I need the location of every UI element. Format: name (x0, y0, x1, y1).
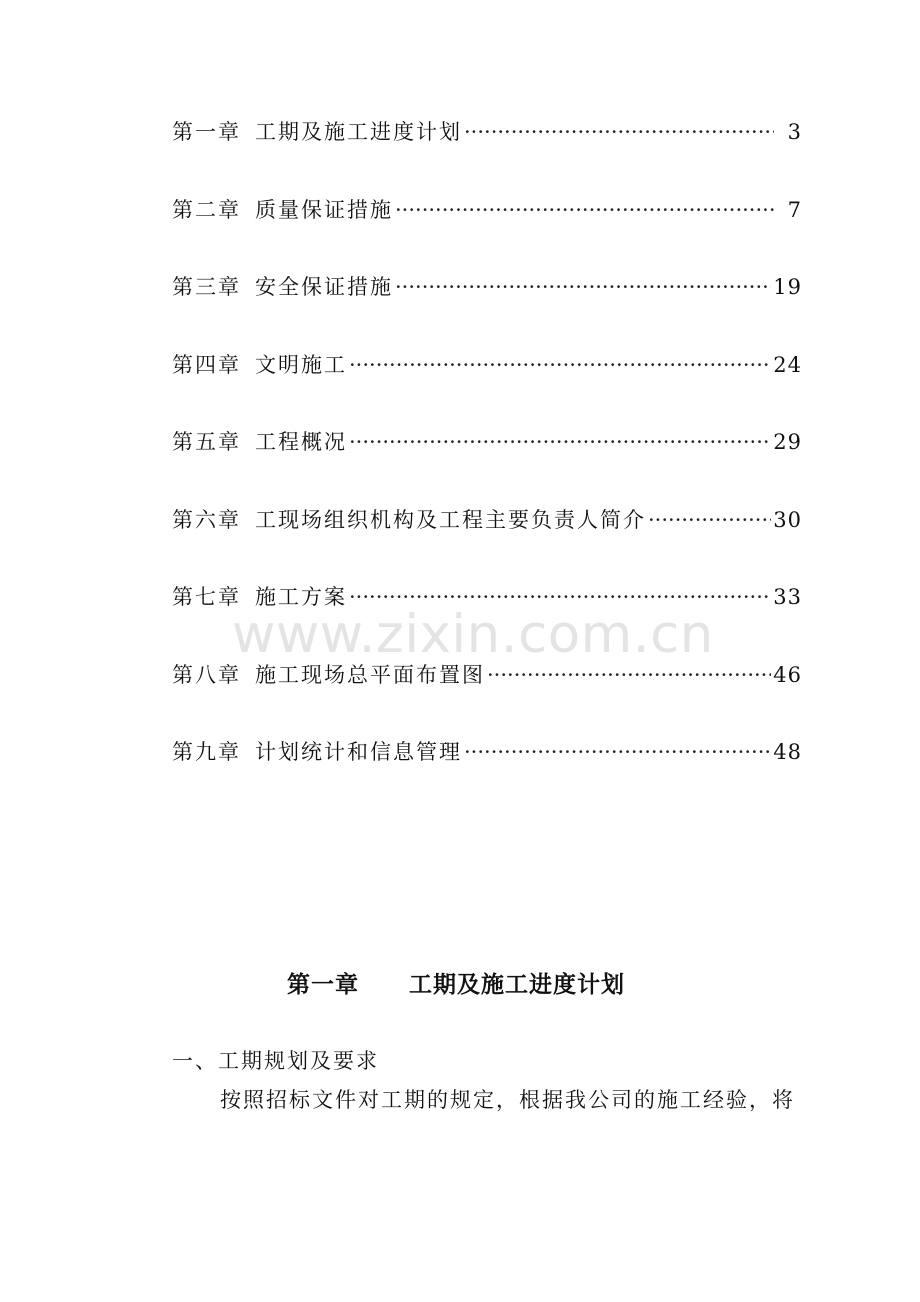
toc-chapter-title: 工现场组织机构及工程主要负责人简介 (255, 507, 646, 532)
toc-entry[interactable] (172, 116, 802, 150)
toc-entry[interactable] (172, 194, 802, 228)
toc-page-number: 19 (773, 275, 802, 299)
toc-chapter-number: 第四章 (172, 352, 241, 377)
toc-page-number: 29 (773, 430, 802, 454)
toc-entry[interactable] (172, 736, 802, 770)
toc-entry[interactable] (172, 659, 802, 693)
toc-page-number: 46 (773, 662, 802, 687)
toc-chapter-title: 质量保证措施 (255, 197, 393, 222)
toc-chapter-number: 第七章 (172, 585, 241, 609)
toc-chapter-number: 第三章 (172, 275, 241, 299)
toc-dot-leader (395, 275, 771, 299)
toc-chapter-title: 计划统计和信息管理 (255, 740, 462, 764)
toc-dot-leader (349, 353, 771, 377)
toc-chapter-title: 工期及施工进度计划 (255, 120, 462, 144)
toc-page-number: 7 (787, 197, 802, 222)
toc-chapter-number: 第五章 (172, 430, 241, 454)
toc-chapter-number: 第六章 (172, 507, 241, 532)
toc-page-number: 24 (773, 352, 802, 377)
toc-chapter-title: 文明施工 (255, 352, 347, 377)
toc-dot-leader (395, 198, 774, 222)
toc-chapter-title: 施工方案 (255, 585, 347, 609)
chapter-heading-number: 第一章 (287, 972, 359, 998)
toc-chapter-number: 第二章 (172, 197, 241, 222)
toc-chapter-title: 施工现场总平面布置图 (255, 662, 485, 687)
toc-chapter-title: 工程概况 (255, 430, 347, 454)
toc-entry[interactable] (172, 581, 802, 615)
toc-chapter-title: 安全保证措施 (255, 275, 393, 299)
toc-dot-leader (349, 585, 771, 609)
toc-dot-leader (464, 740, 771, 764)
body-paragraph: 按照招标文件对工期的规定，根据我公司的施工经验，将 (220, 1088, 795, 1112)
table-of-contents (172, 116, 802, 814)
section-heading: 一、工期规划及要求 (172, 1049, 379, 1073)
toc-entry[interactable] (172, 504, 802, 538)
toc-entry[interactable] (172, 349, 802, 383)
toc-page-number: 33 (773, 585, 802, 609)
toc-dot-leader (349, 430, 771, 454)
watermark: www.zixin.com.cn (232, 604, 714, 665)
toc-dot-leader (464, 120, 774, 144)
toc-dot-leader (487, 663, 771, 687)
chapter-heading-title: 工期及施工进度计划 (409, 972, 625, 998)
toc-chapter-number: 第八章 (172, 662, 241, 687)
toc-entry[interactable] (172, 271, 802, 305)
toc-dot-leader (648, 508, 771, 532)
toc-chapter-number: 第一章 (172, 120, 241, 144)
toc-chapter-number: 第九章 (172, 740, 241, 764)
toc-page-number: 30 (773, 507, 802, 532)
toc-page-number: 3 (787, 120, 802, 144)
toc-page-number: 48 (773, 740, 802, 764)
toc-entry[interactable] (172, 426, 802, 460)
chapter-heading (0, 966, 920, 999)
